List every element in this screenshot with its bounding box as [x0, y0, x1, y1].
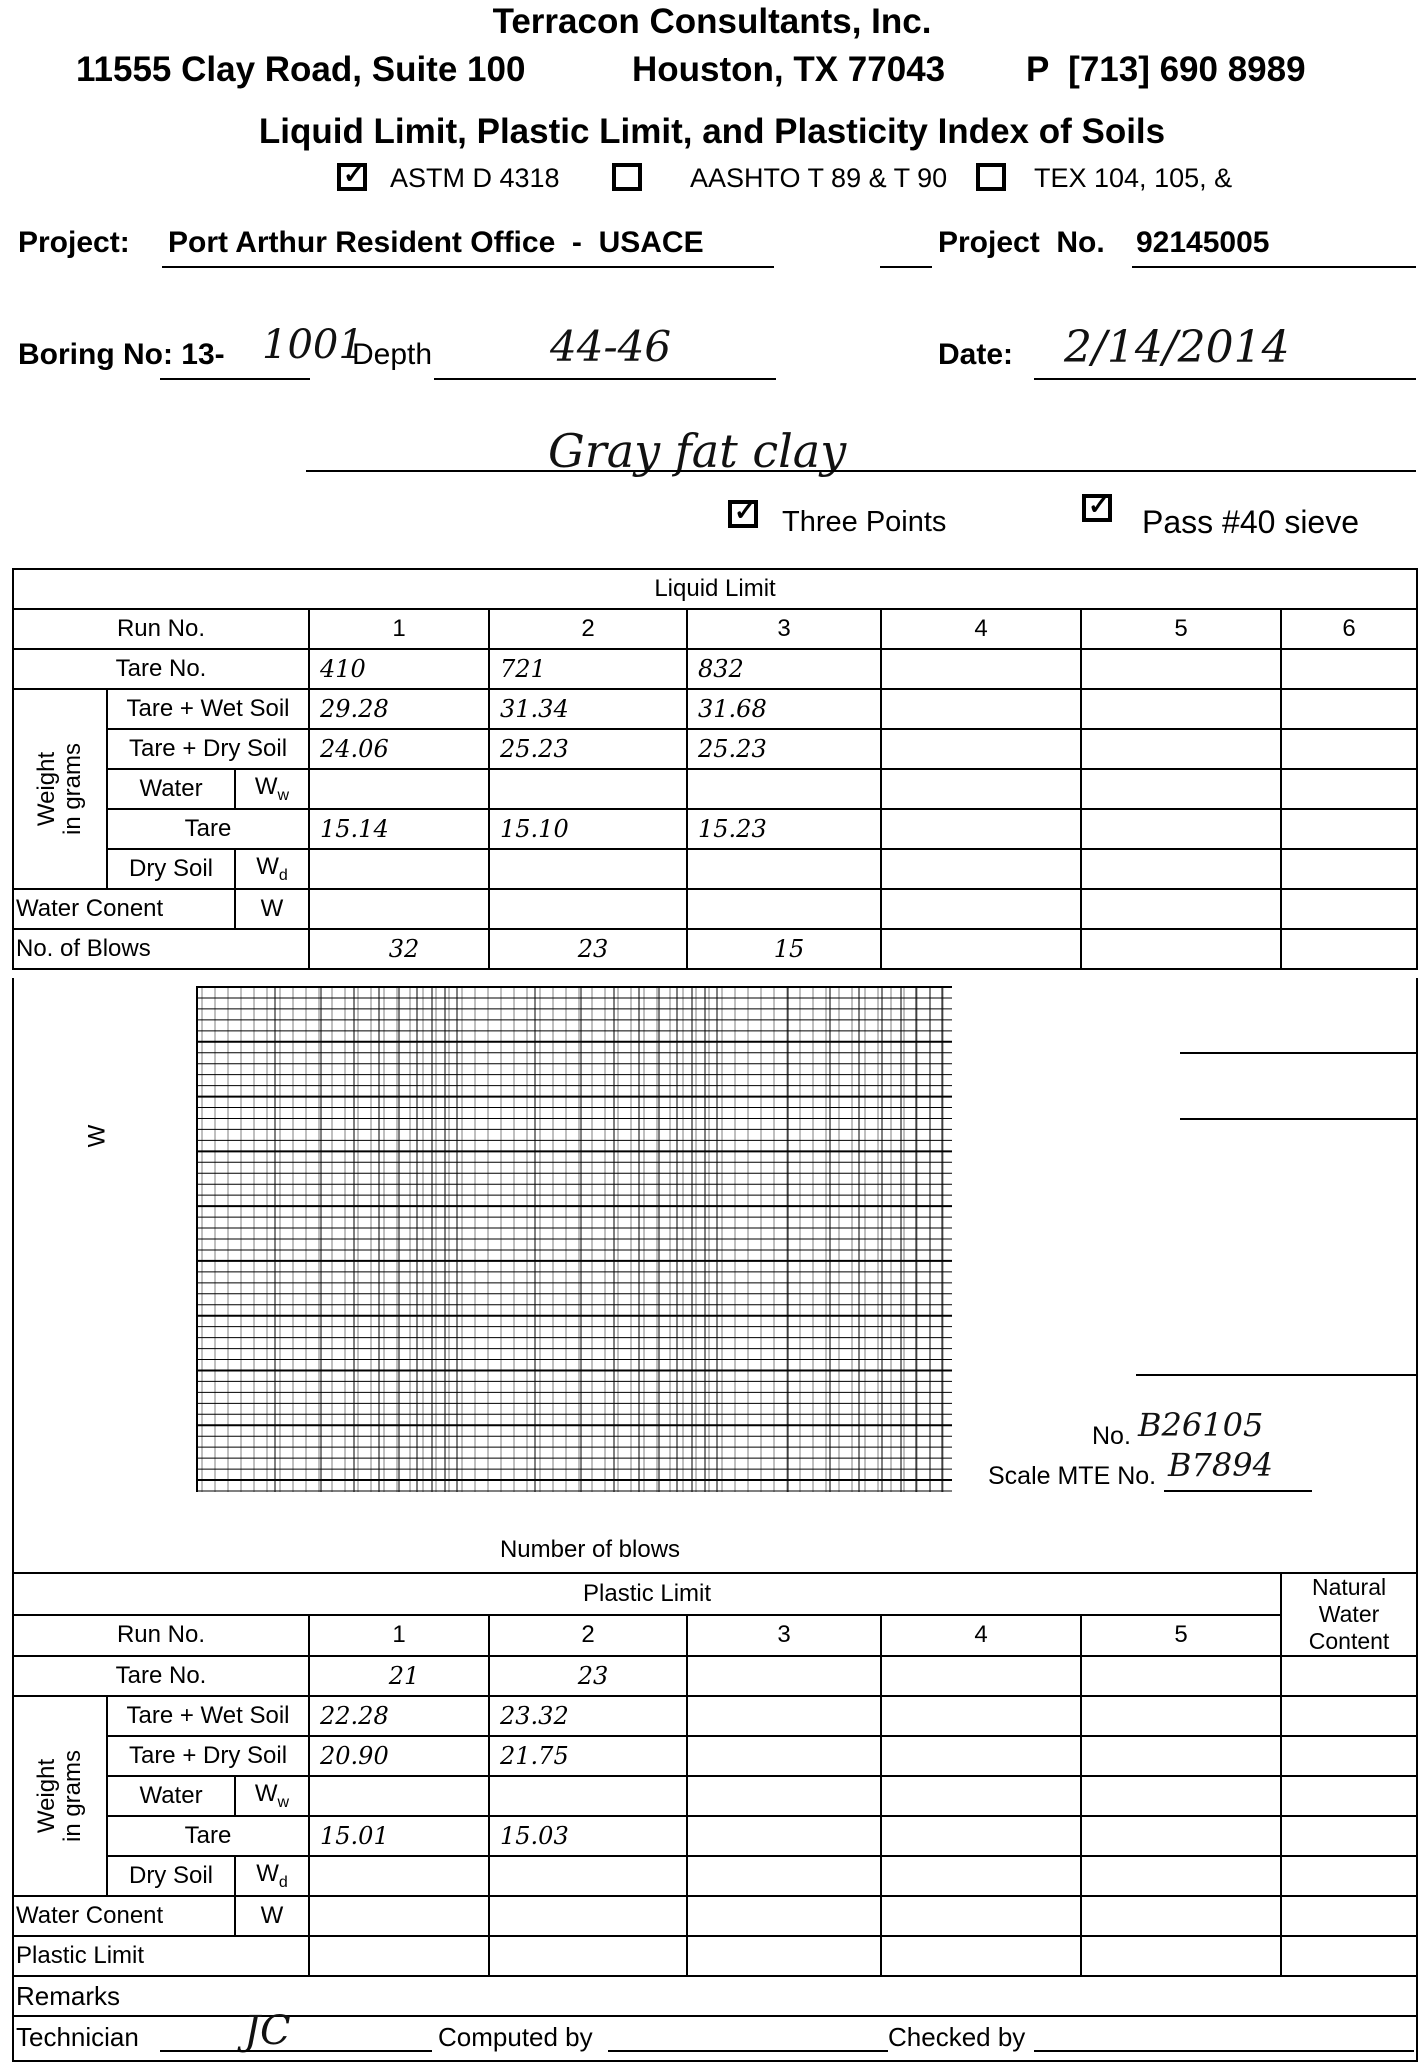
- dry-weight-cell[interactable]: [687, 1856, 881, 1896]
- tare-no-cell[interactable]: 21: [309, 1656, 489, 1696]
- company-phone: P [713] 690 8989: [1026, 50, 1306, 89]
- form-title: Liquid Limit, Plastic Limit, and Plasticity Index of Soils: [258, 112, 1166, 151]
- water-content-label: Water Conent: [13, 1896, 235, 1936]
- wet-soil-cell[interactable]: 22.28: [309, 1696, 489, 1736]
- water-cell[interactable]: [489, 769, 687, 809]
- depth-value: 44-46: [550, 322, 672, 371]
- water-content-cell[interactable]: [687, 889, 881, 929]
- water-content-cell[interactable]: [1281, 889, 1417, 929]
- wet-soil-cell[interactable]: [1081, 689, 1281, 729]
- wet-soil-label: Tare + Wet Soil: [107, 689, 309, 729]
- tare-cell[interactable]: [881, 1816, 1081, 1856]
- wet-soil-cell[interactable]: 31.34: [489, 689, 687, 729]
- project-no-label: Project No.: [938, 226, 1105, 259]
- tare-label: Tare: [107, 809, 309, 849]
- water-cell[interactable]: [687, 769, 881, 809]
- table-row: [13, 1776, 1417, 1816]
- water-content-cell[interactable]: [687, 1896, 881, 1936]
- water-content-symbol: W: [235, 889, 309, 929]
- chart-y-label: W: [83, 1124, 111, 1148]
- tare-no-cell[interactable]: 410: [309, 649, 489, 689]
- aashto-label: AASHTO T 89 & T 90: [690, 163, 948, 193]
- water-content-cell[interactable]: [489, 889, 687, 929]
- dry-weight-symbol: $W_d$: [235, 849, 309, 889]
- tex-label: TEX 104, 105, &: [1034, 163, 1233, 193]
- plastic-limit-cell[interactable]: [489, 1936, 687, 1976]
- tare-no-cell[interactable]: 23: [489, 1656, 687, 1696]
- table-row: [13, 929, 1417, 969]
- tex-checkbox[interactable]: [976, 163, 1006, 191]
- wet-soil-cell[interactable]: 29.28: [309, 689, 489, 729]
- computed-by-label: Computed by: [438, 2022, 593, 2052]
- result-line-2: [1180, 1118, 1416, 1120]
- project-name-line: [162, 266, 774, 268]
- tare-no-label: Tare No.: [13, 649, 309, 689]
- dry-soil-cell[interactable]: [1081, 1736, 1281, 1776]
- tare-no-cell[interactable]: [687, 1656, 881, 1696]
- table-row: [13, 729, 1417, 769]
- project-no-line: [1132, 266, 1416, 268]
- dry-weight-label: Dry Soil: [107, 1856, 235, 1896]
- tare-no-cell[interactable]: [1081, 649, 1281, 689]
- tare-cell[interactable]: 15.01: [309, 1816, 489, 1856]
- tare-no-cell[interactable]: [881, 1656, 1081, 1696]
- water-content-cell[interactable]: [309, 889, 489, 929]
- technician-label: Technician: [16, 2022, 139, 2052]
- natural-wc-cell[interactable]: [1281, 1816, 1417, 1856]
- water-symbol: $W_w$: [235, 1776, 309, 1816]
- result-line-3: [1136, 1374, 1416, 1376]
- water-content-cell[interactable]: [1081, 889, 1281, 929]
- plastic-limit-cell[interactable]: [687, 1936, 881, 1976]
- dry-weight-cell[interactable]: [489, 1856, 687, 1896]
- table-row: [13, 1656, 1417, 1696]
- water-content-cell[interactable]: [309, 1896, 489, 1936]
- wet-soil-cell[interactable]: [687, 1696, 881, 1736]
- plastic-limit-label: Plastic Limit: [13, 1936, 309, 1976]
- scale-mte-value: B7894: [1168, 1446, 1273, 1484]
- water-label: Water: [107, 1776, 235, 1816]
- boring-value: 1001: [262, 322, 364, 368]
- company-address: 11555 Clay Road, Suite 100: [76, 50, 526, 89]
- dry-soil-label: Tare + Dry Soil: [107, 1736, 309, 1776]
- water-label: Water: [107, 769, 235, 809]
- tare-cell[interactable]: 15.03: [489, 1816, 687, 1856]
- blows-cell[interactable]: [1281, 929, 1417, 969]
- dry-weight-symbol: $W_d$: [235, 1856, 309, 1896]
- scale-mte-line: [1164, 1490, 1312, 1492]
- table-row: [13, 1736, 1417, 1776]
- tare-no-cell[interactable]: [1281, 649, 1417, 689]
- depth-label: Depth: [352, 338, 433, 371]
- dry-weight-cell[interactable]: [309, 849, 489, 889]
- technician-line: [160, 2050, 432, 2052]
- project-no-lead-line: [880, 266, 932, 268]
- table-row: [13, 1896, 1417, 1936]
- plastic-limit-title: Plastic Limit: [13, 1573, 1281, 1615]
- plastic-limit-table: [12, 1572, 1418, 2017]
- dry-soil-cell[interactable]: 25.23: [489, 729, 687, 769]
- plastic-limit-cell[interactable]: [881, 1936, 1081, 1976]
- table-row: [13, 609, 1417, 649]
- run-no-cell: 2: [489, 1615, 687, 1657]
- natural-wc-cell[interactable]: [1281, 1936, 1417, 1976]
- table-row: [13, 1696, 1417, 1736]
- run-no-cell: 5: [1081, 609, 1281, 649]
- remarks-label: Remarks: [13, 1976, 1417, 2016]
- weight-label: Weight in grams: [13, 689, 107, 889]
- dry-soil-cell[interactable]: [1281, 729, 1417, 769]
- soil-description: Gray fat clay: [548, 424, 847, 478]
- company-city: Houston, TX 77043: [632, 50, 946, 89]
- blows-cell[interactable]: [881, 929, 1081, 969]
- tare-cell[interactable]: 15.14: [309, 809, 489, 849]
- scale-mte-label: Scale MTE No.: [988, 1462, 1157, 1490]
- liquid-limit-table: [12, 568, 1418, 970]
- date-label: Date:: [938, 338, 1014, 371]
- dry-soil-label: Tare + Dry Soil: [107, 729, 309, 769]
- run-no-cell: 2: [489, 609, 687, 649]
- table-row: [13, 1936, 1417, 1976]
- tare-no-label: Tare No.: [13, 1656, 309, 1696]
- dry-weight-cell[interactable]: [881, 849, 1081, 889]
- table-row: [13, 769, 1417, 809]
- natural-wc-cell[interactable]: [1281, 1696, 1417, 1736]
- dry-soil-cell[interactable]: [1081, 729, 1281, 769]
- dry-soil-cell[interactable]: 21.75: [489, 1736, 687, 1776]
- blows-cell[interactable]: 15: [687, 929, 881, 969]
- depth-line: [434, 378, 776, 380]
- project-label: Project:: [18, 226, 130, 259]
- dry-soil-cell[interactable]: [881, 1736, 1081, 1776]
- blows-cell[interactable]: 32: [309, 929, 489, 969]
- natural-wc-cell[interactable]: [1281, 1856, 1417, 1896]
- wet-soil-cell[interactable]: 23.32: [489, 1696, 687, 1736]
- table-row: [13, 1816, 1417, 1856]
- water-cell[interactable]: [881, 1776, 1081, 1816]
- checked-by-label: Checked by: [888, 2022, 1026, 2052]
- dry-weight-cell[interactable]: [309, 1856, 489, 1896]
- weight-label: Weight in grams: [13, 1696, 107, 1896]
- water-cell[interactable]: [309, 769, 489, 809]
- run-no-cell: 1: [309, 609, 489, 649]
- water-content-cell[interactable]: [489, 1896, 687, 1936]
- natural-wc-cell[interactable]: [1281, 1736, 1417, 1776]
- water-content-cell[interactable]: [881, 889, 1081, 929]
- run-no-label: Run No.: [13, 609, 309, 649]
- table-row: [13, 809, 1417, 849]
- run-no-label: Run No.: [13, 1615, 309, 1657]
- liquid-limit-title: Liquid Limit: [13, 569, 1417, 609]
- blows-cell[interactable]: 23: [489, 929, 687, 969]
- water-symbol: $W_w$: [235, 769, 309, 809]
- water-cell[interactable]: [1081, 1776, 1281, 1816]
- no-value: B26105: [1138, 1406, 1264, 1444]
- tare-no-cell[interactable]: [1081, 1656, 1281, 1696]
- run-no-cell: 3: [687, 1615, 881, 1657]
- table-row: [13, 889, 1417, 929]
- tare-cell[interactable]: [687, 1816, 881, 1856]
- run-no-cell: 4: [881, 1615, 1081, 1657]
- boring-label: Boring No: 13-: [18, 338, 225, 371]
- company-name: Terracon Consultants, Inc.: [492, 2, 932, 41]
- dry-weight-cell[interactable]: [1081, 1856, 1281, 1896]
- wet-soil-cell[interactable]: [1281, 689, 1417, 729]
- dry-weight-cell[interactable]: [687, 849, 881, 889]
- wet-soil-cell[interactable]: 31.68: [687, 689, 881, 729]
- project-no-value: 92145005: [1136, 226, 1270, 259]
- pass40-checkbox[interactable]: ✓: [1082, 494, 1112, 522]
- tare-cell[interactable]: [1081, 809, 1281, 849]
- run-no-cell: 1: [309, 1615, 489, 1657]
- tare-cell[interactable]: [881, 809, 1081, 849]
- dry-weight-cell[interactable]: [489, 849, 687, 889]
- wet-soil-cell[interactable]: [1081, 1696, 1281, 1736]
- dry-weight-cell[interactable]: [881, 1856, 1081, 1896]
- run-no-cell: 3: [687, 609, 881, 649]
- wet-soil-label: Tare + Wet Soil: [107, 1696, 309, 1736]
- pass40-label: Pass #40 sieve: [1142, 504, 1360, 540]
- tare-cell[interactable]: 15.23: [687, 809, 881, 849]
- run-no-cell: 4: [881, 609, 1081, 649]
- dry-soil-cell[interactable]: 25.23: [687, 729, 881, 769]
- description-line: [306, 470, 1416, 472]
- semi-log-grid: [196, 986, 952, 1492]
- chart-x-label: Number of blows: [499, 1536, 681, 1563]
- dry-weight-cell[interactable]: [1081, 849, 1281, 889]
- run-no-cell: 6: [1281, 609, 1417, 649]
- natural-wc-cell[interactable]: [1281, 1656, 1417, 1696]
- tare-no-cell[interactable]: 721: [489, 649, 687, 689]
- tare-label: Tare: [107, 1816, 309, 1856]
- wet-soil-cell[interactable]: [881, 1696, 1081, 1736]
- computed-by-line: [608, 2050, 888, 2052]
- natural-wc-cell[interactable]: [1281, 1776, 1417, 1816]
- water-content-symbol: W: [235, 1896, 309, 1936]
- footer-row: [12, 2006, 1418, 2062]
- dry-weight-cell[interactable]: [1281, 849, 1417, 889]
- project-name: Port Arthur Resident Office - USACE: [168, 226, 704, 259]
- dry-soil-cell[interactable]: [687, 1736, 881, 1776]
- plastic-limit-cell[interactable]: [1081, 1936, 1281, 1976]
- tare-cell[interactable]: 15.10: [489, 809, 687, 849]
- astm-label: ASTM D 4318: [390, 163, 560, 193]
- blows-label: No. of Blows: [13, 929, 309, 969]
- table-row: [13, 1856, 1417, 1896]
- date-value: 2/14/2014: [1064, 322, 1290, 373]
- result-line-1: [1180, 1052, 1416, 1054]
- water-cell[interactable]: [687, 1776, 881, 1816]
- dry-soil-cell[interactable]: 24.06: [309, 729, 489, 769]
- astm-checkbox[interactable]: ✓: [337, 163, 367, 191]
- three-points-checkbox[interactable]: ✓: [728, 500, 758, 528]
- aashto-checkbox[interactable]: [612, 163, 642, 191]
- table-row: [13, 1615, 1417, 1657]
- natural-wc-cell[interactable]: [1281, 1896, 1417, 1936]
- boring-line: [160, 378, 310, 380]
- water-cell[interactable]: [489, 1776, 687, 1816]
- date-line: [1034, 378, 1416, 380]
- tare-cell[interactable]: [1081, 1816, 1281, 1856]
- water-cell[interactable]: [1281, 769, 1417, 809]
- water-content-cell[interactable]: [1081, 1896, 1281, 1936]
- table-row: [13, 689, 1417, 729]
- blows-cell[interactable]: [1081, 929, 1281, 969]
- table-row: [13, 849, 1417, 889]
- technician-value: JC: [244, 2008, 291, 2054]
- water-cell[interactable]: [1081, 769, 1281, 809]
- water-content-cell[interactable]: [881, 1896, 1081, 1936]
- water-cell[interactable]: [881, 769, 1081, 809]
- no-label: No.: [1092, 1422, 1131, 1450]
- tare-no-cell[interactable]: 832: [687, 649, 881, 689]
- dry-soil-cell[interactable]: 20.90: [309, 1736, 489, 1776]
- tare-no-cell[interactable]: [881, 649, 1081, 689]
- checked-by-line: [1034, 2050, 1414, 2052]
- water-content-label: Water Conent: [13, 889, 235, 929]
- tare-cell[interactable]: [1281, 809, 1417, 849]
- plastic-limit-cell[interactable]: [309, 1936, 489, 1976]
- run-no-cell: 5: [1081, 1615, 1281, 1657]
- natural-water-content-label: Natural Water Content: [1281, 1573, 1417, 1656]
- table-row: [13, 649, 1417, 689]
- wet-soil-cell[interactable]: [881, 689, 1081, 729]
- dry-soil-cell[interactable]: [881, 729, 1081, 769]
- three-points-label: Three Points: [782, 506, 947, 538]
- dry-weight-label: Dry Soil: [107, 849, 235, 889]
- water-cell[interactable]: [309, 1776, 489, 1816]
